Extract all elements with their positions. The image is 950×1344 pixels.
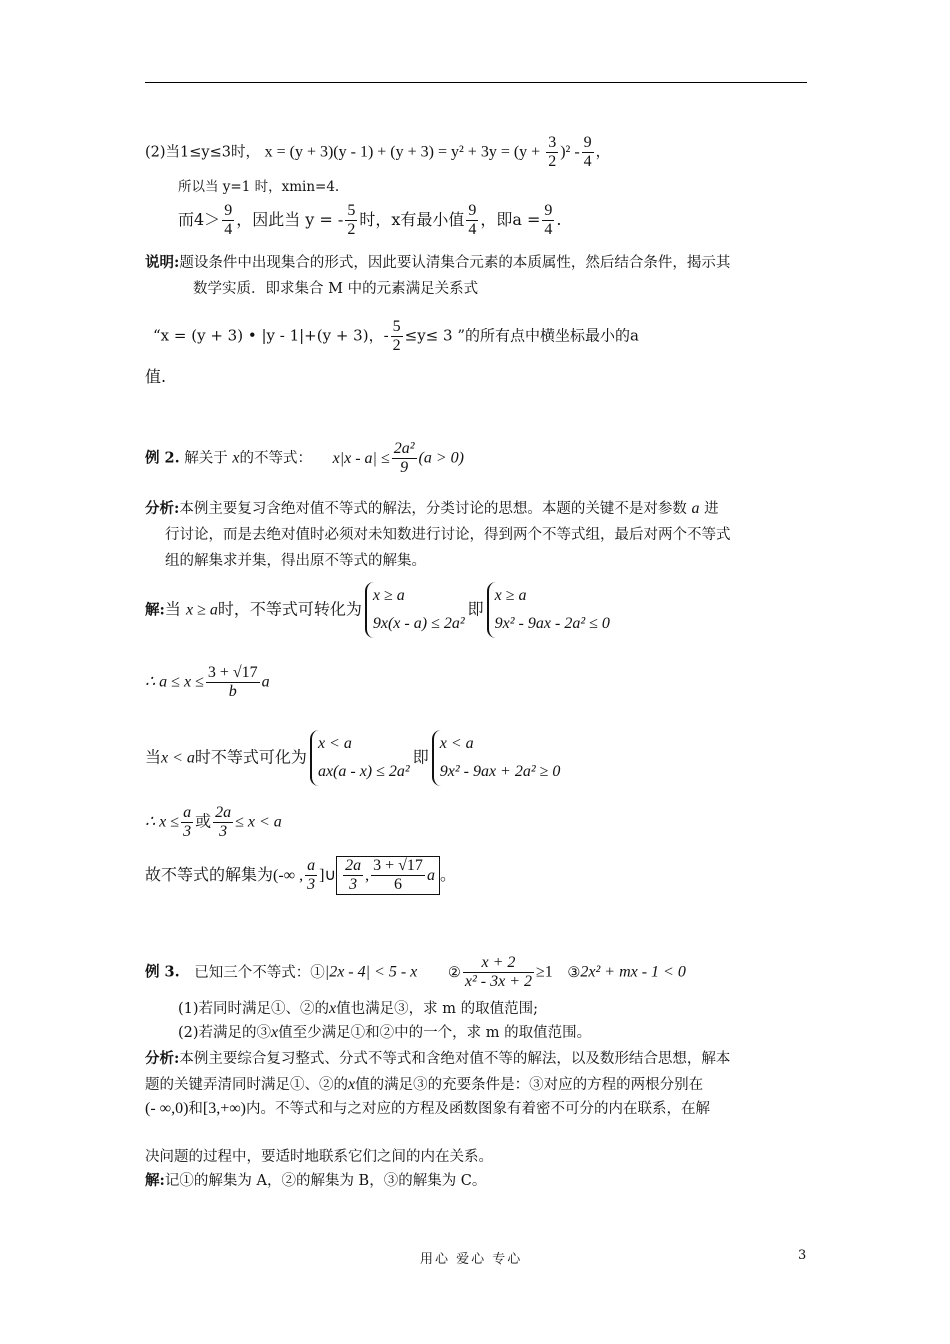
min-value-line: 而4＞ $\frac{9}{4}$ ，因此当 y = - $\frac{5}{2}$ 时，x有最小值 $\frac{9}{4}$ ，即a = $\frac{9}{4}$ . <box>178 202 562 238</box>
footer-motto: 用心 爱心 专心 <box>420 1252 523 1267</box>
example-2-heading: 例 2. 解关于 x的不等式： x|x - a| ≤ $\frac{\text{2a²}}{9}$ (a > 0) <box>145 440 464 476</box>
note-paragraph: 说明:题设条件中出现集合的形式，因此要认清集合元素的本质属性，然后结合条件，揭示其 数学实质．即求集合 M 中的元素满足关系式 <box>145 254 731 297</box>
fraction: $\frac{9}{4}$ <box>583 134 592 170</box>
example-3-analysis-end: 决问题的过程中，要适时地联系它们之间的内在关系。 <box>145 1149 493 1165</box>
fraction: $\frac{2a}{3}$ <box>345 857 362 893</box>
fraction: $\frac{2a}{3}$ <box>215 804 232 840</box>
example-2-analysis: 分析:本例主要复习含绝对值不等式的解法，分类讨论的思想。本题的关键不是对参数 a 进 行讨论，而是去绝对值时必须对未知数进行讨论，得到两个不等式组，最后对两个不等式 组的解集求并集，得出原不等式的解集。 <box>145 500 731 569</box>
example-3-question-2: (2)若满足的③x值至少满足①和②中的一个，求 m 的取值范围。 <box>178 1024 592 1041</box>
fraction: $\frac{9}{4}$ <box>224 202 233 238</box>
header-rule <box>145 82 807 83</box>
fraction: $\frac{x + 2}{\text{x² - 3x + 2}}$ <box>464 954 532 990</box>
example-3-solution: 解:记①的解集为 A，②的解集为 B，③的解集为 C。 <box>145 1172 487 1189</box>
example-3-analysis-cont: (- ∞,0)和[3,+∞)内。不等式和与之对应的方程及函数图象有着密不可分的内在联系，在解 <box>145 1100 710 1117</box>
inequality-system: x ≥ a 9x² - 9ax - 2a² ≤ 0 <box>487 582 610 638</box>
fraction: $\frac{9}{4}$ <box>544 202 553 238</box>
closed-interval: $\frac{2a}{3}$ , $\frac{3 + √17}{6}$ a <box>336 856 440 895</box>
final-solution-set: 故不等式的解集为(-∞ , $\frac{a}{3}$ ]∪ $\frac{2a}{3}$ , $\frac{3 + √17}{6}$ a 。 <box>145 857 456 893</box>
fraction: $\frac{9}{4}$ <box>468 202 477 238</box>
fraction: $\frac{a}{3}$ <box>183 804 192 840</box>
inequality-system: x < a 9x² - 9ax + 2a² ≥ 0 <box>432 730 561 786</box>
fraction: $\frac{3 + √17}{b}$ <box>207 664 258 700</box>
inequality-system: x ≥ a 9x(x - a) ≤ 2a² <box>365 582 465 638</box>
fraction: $\frac{3}{2}$ <box>548 134 557 170</box>
example-3-question-1: (1)若同时满足①、②的x值也满足③，求 m 的取值范围; <box>178 1000 539 1017</box>
solution-case-2: 当x < a时不等式可化为 x < a ax(a - x) ≤ 2a² 即 x < a 9x² - 9ax + 2a² ≥ 0 <box>145 730 810 786</box>
fraction: $\frac{5}{2}$ <box>392 318 401 354</box>
note-end: 值. <box>145 367 167 386</box>
result-1: ∴ a ≤ x ≤ $\frac{3 + √17}{b}$ a <box>145 664 270 700</box>
fraction: $\frac{3 + √17}{6}$ <box>373 857 423 893</box>
example-3-heading: 例 3. 已知三个不等式：①|2x - 4| < 5 - x ② $\frac{x + 2}{\text{x² - 3x + 2}}$ ≥1 ③2x² + mx - 1 < 0 <box>145 954 686 990</box>
solution-case-1: 解:当 x ≥ a时，不等式可转化为 x ≥ a 9x(x - a) ≤ 2a² 即 x ≥ a 9x² - 9ax - 2a² ≤ 0 <box>145 582 810 638</box>
example-3-analysis: 分析:本例主要综合复习整式、分式不等式和含绝对值不等的解法，以及数形结合思想，解本 题的关键弄清同时满足①、②的x值的满足③的充要条件是：③对应的方程的两根分别在 <box>145 1050 731 1093</box>
fraction: $\frac{\text{2a²}}{9}$ <box>393 440 415 476</box>
fraction: $\frac{a}{3}$ <box>307 857 316 893</box>
inequality-system: x < a ax(a - x) ≤ 2a² <box>310 730 410 786</box>
page-number: 3 <box>798 1248 807 1263</box>
result-2: ∴ x ≤ $\frac{a}{3}$ 或 $\frac{2a}{3}$ ≤ x < a <box>145 804 282 840</box>
fraction: $\frac{5}{2}$ <box>347 202 356 238</box>
xmin-line: 所以当 y=1 时，xmin=4. <box>178 179 340 195</box>
case-2-line: (2)当1≤y≤3时， x = (y + 3)(y - 1) + (y + 3) = y² + 3y = (y + $\frac{3}{2}$ )² - $\frac{9}{4}$ ， <box>145 134 611 170</box>
note-relation: “x = (y + 3) • |y - 1|+(y + 3)，- $\frac{5}{2}$ ≤y≤ 3 ”的所有点中横坐标最小的a <box>153 318 639 354</box>
